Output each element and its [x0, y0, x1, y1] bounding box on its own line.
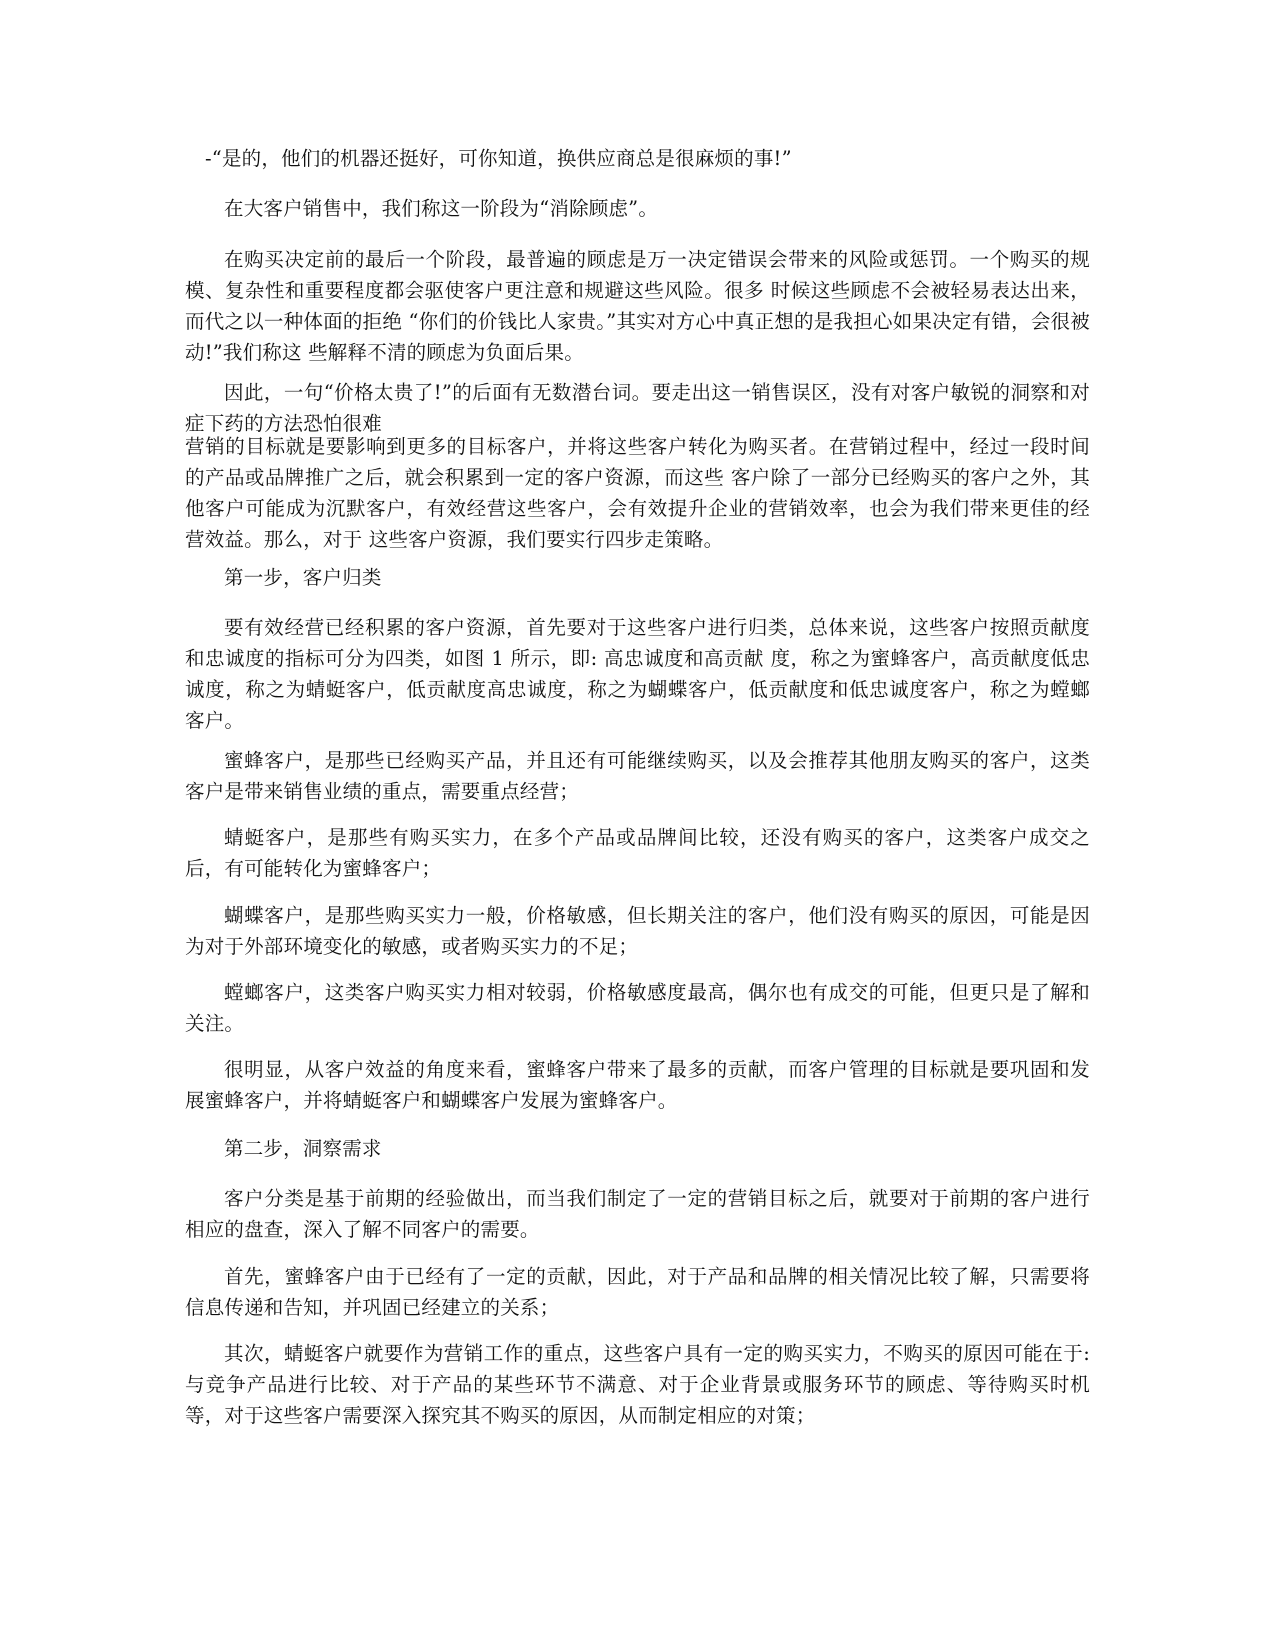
heading-step-two: 第二步，洞察需求 [224, 1137, 382, 1160]
paragraph-dragonfly-customer: 蜻蜓客户，是那些有购买实力，在多个产品或品牌间比较，还没有购买的客户，这类客户成交之后，有可能转化为蜜蜂客户； [185, 826, 1090, 880]
paragraph-last-stage-concerns: 在购买决定前的最后一个阶段，最普遍的顾虑是万一决定错误会带来的风险或惩罚。一个购买的规模、复杂性和重要程度都会驱使客户更注意和规避这些风险。很多 时候这些顾虑不会被轻易表达出来，而代之以一种体面的拒绝 “你们的价钱比人家贵。”其实对方心中真正想的是我担心如果决定有错，会很被动!”我们称这 些解释不清的顾虑为负面后果。 [185, 248, 1090, 364]
paragraph-butterfly-customer: 蝴蝶客户，是那些购买实力一般，价格敏感，但长期关注的客户，他们没有购买的原因，可能是因为对于外部环境变化的敏感，或者购买实力的不足； [185, 904, 1090, 958]
paragraph-second-dragonfly: 其次，蜻蜓客户就要作为营销工作的重点，这些客户具有一定的购买实力，不购买的原因可能在于: 与竞争产品进行比较、对于产品的某些环节不满意、对于企业背景或服务环节的顾虑、等待购买时机等，对于这些客户需要深入探究其不购买的原因，从而制定相应的对策； [185, 1342, 1090, 1427]
paragraph-insight-needs: 客户分类是基于前期的经验做出，而当我们制定了一定的营销目标之后，就要对于前期的客户进行相应的盘查，深入了解不同客户的需要。 [185, 1187, 1090, 1241]
paragraph-first-bee: 首先，蜜蜂客户由于已经有了一定的贡献，因此，对于产品和品牌的相关情况比较了解，只需要将信息传递和告知，并巩固已经建立的关系； [185, 1265, 1090, 1319]
paragraph-quote: -“是的，他们的机器还挺好，可你知道，换供应商总是很麻烦的事!” [205, 147, 792, 170]
paragraph-price-subtext: 因此，一句“价格太贵了!”的后面有无数潜台词。要走出这一销售误区，没有对客户敏锐的洞察和对症下药的方法恐怕很难 [185, 381, 1090, 435]
paragraph-bee-customer: 蜜蜂客户，是那些已经购买产品，并且还有可能继续购买，以及会推荐其他朋友购买的客户，这类客户是带来销售业绩的重点，需要重点经营； [185, 749, 1090, 803]
paragraph-customer-classification: 要有效经营已经积累的客户资源，首先要对于这些客户进行归类，总体来说，这些客户按照贡献度和忠诚度的指标可分为四类，如图 1 所示，即: 高忠诚度和高贡献 度，称之为蜜蜂客户，高贡献度低忠诚度，称之为蜻蜓客户，低贡献度高忠诚度，称之为蝴蝶客户，低贡献度和低忠诚度客户，称之为螳螂客户。 [185, 616, 1090, 732]
paragraph-mantis-customer: 螳螂客户，这类客户购买实力相对较弱，价格敏感度最高，偶尔也有成交的可能，但更只是了解和关注。 [185, 981, 1090, 1035]
heading-step-one: 第一步，客户归类 [224, 566, 382, 589]
paragraph-conclusion: 很明显，从客户效益的角度来看，蜜蜂客户带来了最多的贡献，而客户管理的目标就是要巩固和发展蜜蜂客户，并将蜻蜓客户和蝴蝶客户发展为蜜蜂客户。 [185, 1058, 1090, 1112]
paragraph-stage-name: 在大客户销售中，我们称这一阶段为“消除顾虑”。 [224, 197, 659, 220]
paragraph-marketing-goal: 营销的目标就是要影响到更多的目标客户，并将这些客户转化为购买者。在营销过程中，经过一段时间的产品或品牌推广之后，就会积累到一定的客户资源，而这些 客户除了一部分已经购买的客户之外，其他客户可能成为沉默客户，有效经营这些客户，会有效提升企业的营销效率，也会为我们带来更佳的经营效益。那么，对于 这些客户资源，我们要实行四步走策略。 [185, 435, 1090, 551]
